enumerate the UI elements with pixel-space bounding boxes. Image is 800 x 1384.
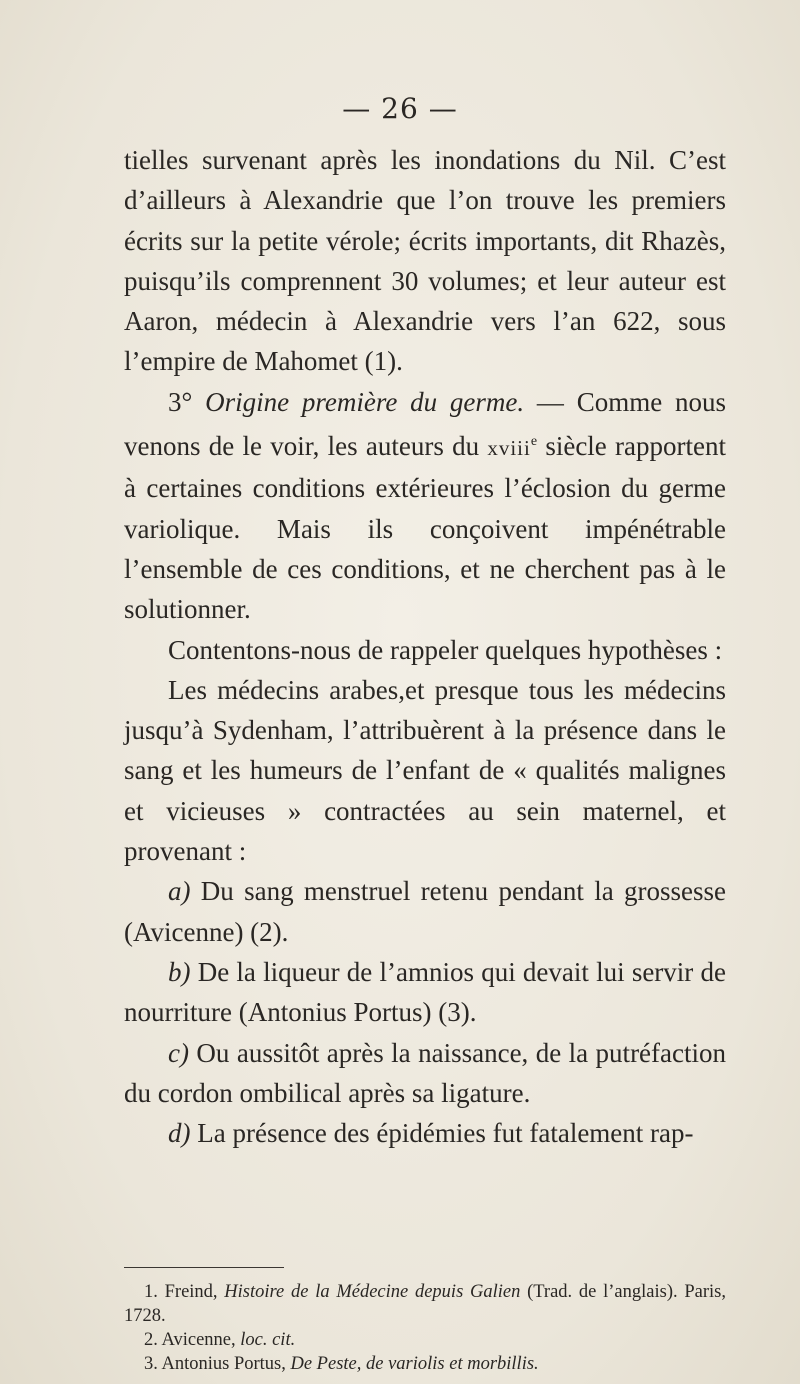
list-label-b: b): [168, 956, 191, 987]
paragraph-hypotheses: [124, 630, 726, 670]
paragraph-continuation: [124, 140, 726, 382]
list-label-a: a): [168, 876, 191, 907]
list-item-b: [124, 952, 726, 1033]
list-item-c: [124, 1033, 726, 1114]
list-label-c: c): [168, 1037, 189, 1068]
main-text: [124, 140, 726, 1153]
footnote-2-loc: loc. cit.: [240, 1330, 296, 1350]
list-item-a: [124, 871, 726, 952]
footnote-1-title: Histoire de la Médecine depuis Galien: [224, 1282, 521, 1302]
footnote-rule: [124, 1267, 284, 1268]
footnote-1-details: (Trad. de l’anglais). Paris, 1728.: [124, 1282, 726, 1326]
list-text-a: Du sang menstruel retenu pendant la grossesse (Avicenne) (2).: [124, 876, 726, 947]
paragraph-2-text-b: siècle rapportent à certaines conditions extérieures l’éclosion du germe variolique. Mais ils conçoivent impénétrable l’ensemble de ces conditions, et ne cherchent pas à le solutionner.: [124, 431, 726, 625]
footnote-2-author: 2. Avicenne,: [144, 1330, 241, 1350]
paragraph-4-text: Les médecins arabes,et presque tous les médecins jusqu’à Sydenham, l’attribuèrent à la présence dans le sang et les humeurs de l’enfant de « qualités malignes et vicieuses » contractées au sein maternel, et provenant :: [124, 674, 726, 867]
page-number: — 26 —: [342, 92, 458, 125]
list-item-d: [124, 1113, 726, 1153]
century-superscript: e: [530, 434, 538, 450]
section-heading: Origine première du germe.: [205, 386, 525, 417]
list-text-b: De la liqueur de l’amnios qui devait lui servir de nourriture (Antonius Portus) (3).: [124, 956, 726, 1028]
footnote-1-author: 1. Freind,: [144, 1282, 225, 1302]
footnote-3-author: 3. Antonius Portus,: [144, 1354, 291, 1374]
paragraph-3-text: Contentons-nous de rappeler quelques hypothèses :: [168, 634, 723, 665]
paragraph-origin: [124, 382, 726, 630]
footnote-2: [124, 1328, 726, 1352]
list-label-d: d): [168, 1118, 191, 1149]
section-number: 3°: [168, 386, 206, 417]
paragraph-1-text: tielles survenant après les inondations du Nil. C’est d’ailleurs à Alexandrie que l’on trouve les premiers écrits sur la petite vérole; écrits importants, dit Rhazès, puisqu’ils comprennent 30 volumes; et leur auteur est Aaron, médecin à Alexandrie vers l’an 622, sous l’empire de Mahomet (1).: [124, 145, 726, 377]
century-numeral: xviii: [487, 436, 531, 461]
paragraph-2-text-a: — Comme nous venons de le voir, les auteurs du: [124, 386, 726, 462]
list-text-d: La présence des épidémies fut fatalement rap-: [190, 1118, 694, 1149]
footnotes: [124, 1280, 726, 1376]
footnote-3-title: De Peste, de variolis et morbillis.: [290, 1354, 539, 1374]
list-text-c: Ou aussitôt après la naissance, de la putréfaction du cordon ombilical après sa ligature.: [124, 1037, 726, 1108]
footnote-1: [124, 1280, 726, 1328]
paragraph-arab-physicians: [124, 670, 726, 871]
footnote-3: [124, 1352, 726, 1376]
